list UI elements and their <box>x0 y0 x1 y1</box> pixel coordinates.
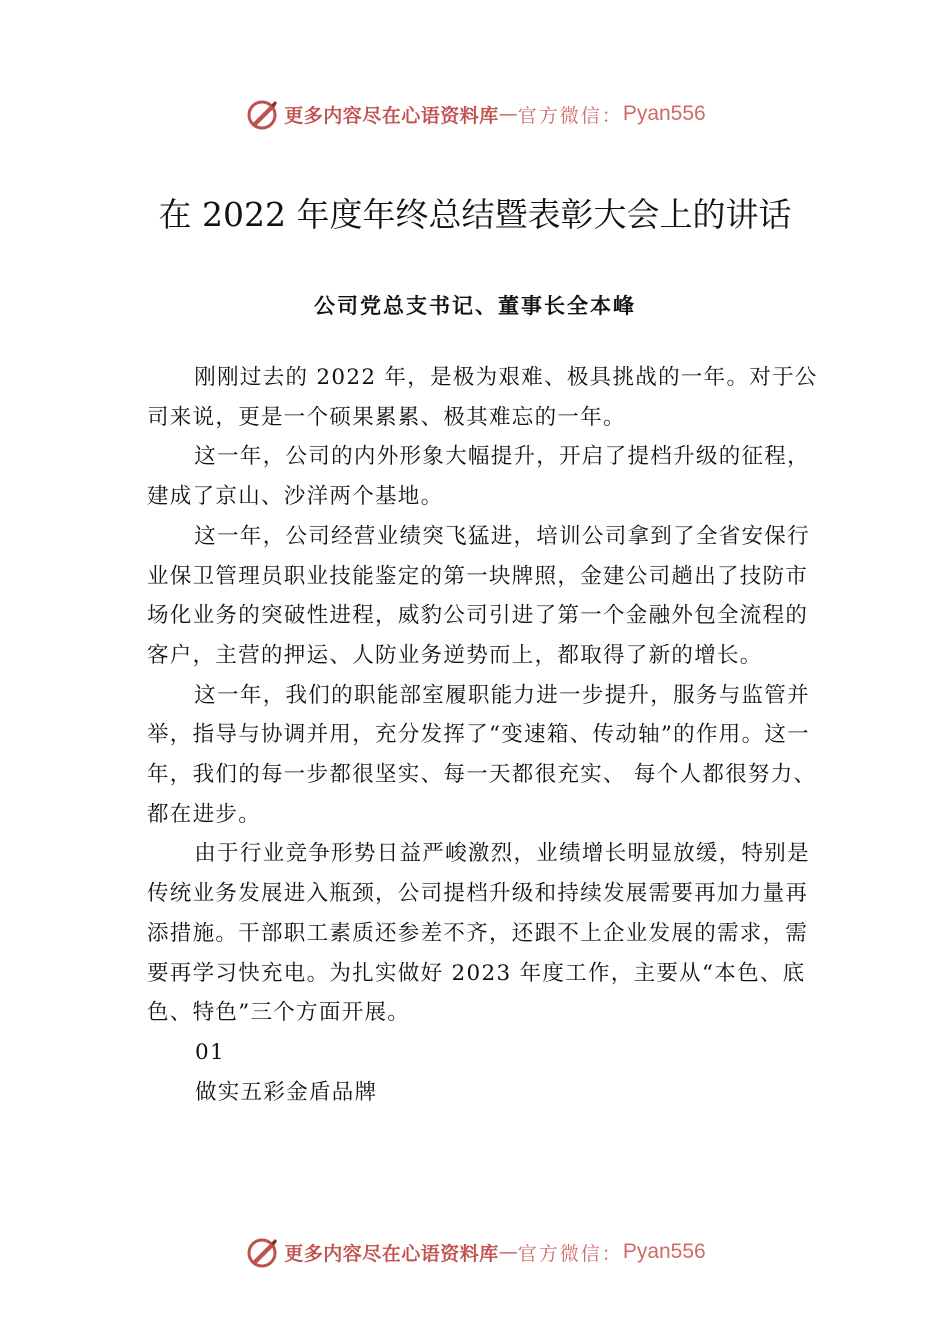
section-number: 01 <box>195 1039 225 1065</box>
paragraph: 这一年，公司的内外形象大幅提升，开启了提档升级的征程，建成了京山、沙洋两个基地。 <box>147 444 810 510</box>
banner-brand: 更多内容尽在心语资料库 <box>284 1242 499 1265</box>
banner-wechat-id: Pyan556 <box>622 102 706 125</box>
document-title: 在 2022 年度年终总结暨表彰大会上的讲话 <box>158 195 792 234</box>
footer-banner <box>0 1232 950 1272</box>
banner-wechat-label: 官方微信： <box>517 104 623 127</box>
paragraph: 由于行业竞争形势日益严峻激烈，业绩增长明显放缓，特别是传统业务发展进入瓶颈，公司提档升级和持续发展需要再加力量再添措施。干部职工素质还参差不齐，还跟不上企业发展的需求，需要再学习快充电。为扎实做好 2023 年度工作，主要从“本色、底色、特色”三个方面开展。 <box>147 841 810 1026</box>
banner-separator: — <box>498 103 518 125</box>
header-banner <box>0 94 950 134</box>
banner-brand: 更多内容尽在心语资料库 <box>284 104 499 127</box>
document-body <box>147 358 822 1112</box>
banner-wechat-label: 官方微信： <box>517 1242 623 1265</box>
banner-separator: — <box>498 1241 518 1263</box>
pen-logo-icon <box>244 96 280 132</box>
paragraph: 这一年，我们的职能部室履职能力进一步提升，服务与监管并举，指导与协调并用，充分发挥了“变速箱、传动轴”的作用。这一年，我们的每一步都很坚实、每一天都很充实、 每个人都很努力、都在进步。 <box>147 682 817 827</box>
paragraph: 这一年，公司经营业绩突飞猛进，培训公司拿到了全省安保行业保卫管理员职业技能鉴定的第一块牌照，金建公司趟出了技防市场化业务的突破性进程，威豹公司引进了第一个金融外包全流程的客户，主营的押运、人防业务逆势而上，都取得了新的增长。 <box>147 523 810 668</box>
document-author: 公司党总支书记、董事长全本峰 <box>314 293 636 318</box>
paragraph: 刚刚过去的 2022 年，是极为艰难、极具挑战的一年。对于公司来说，更是一个硕果累累、极其难忘的一年。 <box>147 365 818 430</box>
pen-logo-icon <box>244 1234 280 1270</box>
section-title: 做实五彩金盾品牌 <box>195 1079 378 1105</box>
banner-wechat-id: Pyan556 <box>622 1240 706 1263</box>
